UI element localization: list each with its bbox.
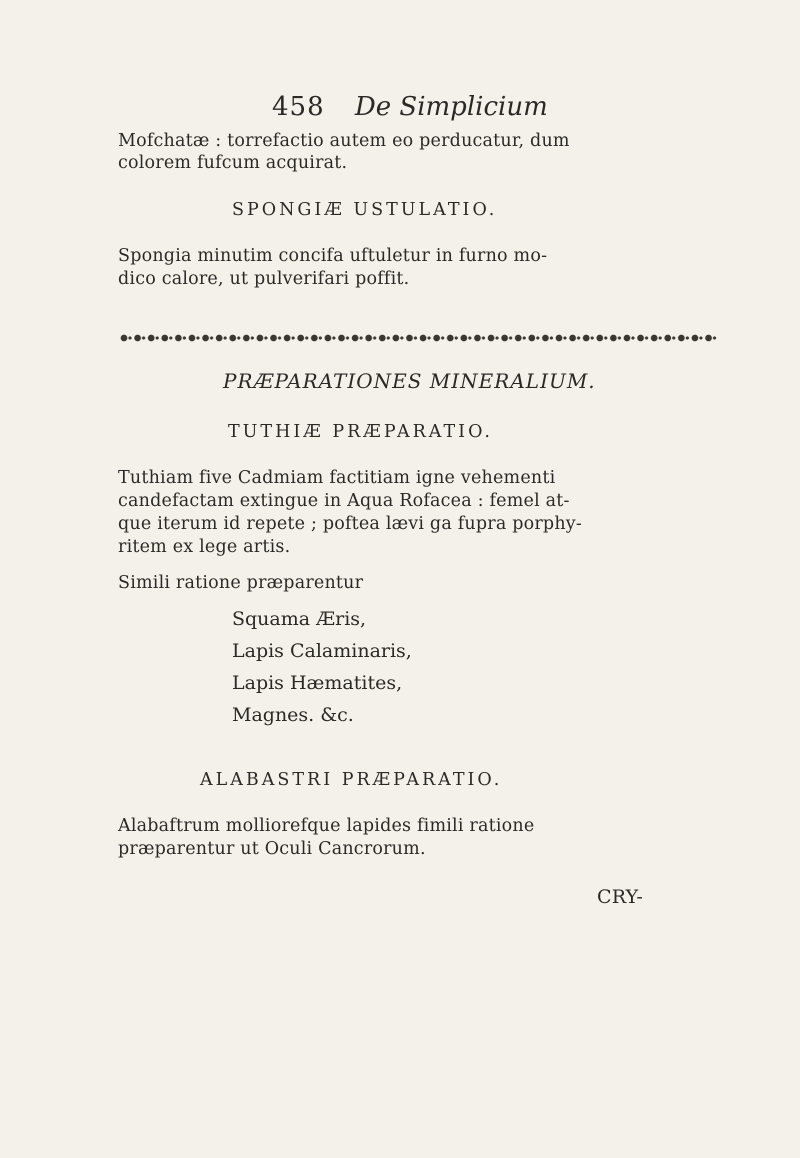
tuthia-line-2: candefactam extingue in Aqua Rofacea : femel at- bbox=[118, 491, 570, 511]
list-item: Lapis Calaminaris, bbox=[232, 640, 412, 662]
intro-line-2: colorem fufcum acquirat. bbox=[118, 153, 348, 173]
intro-line-1: Mofchatæ : torrefactio autem eo perducatur, dum bbox=[118, 131, 570, 151]
running-header bbox=[272, 92, 548, 122]
alabastri-heading: ALABASTRI PRÆPARATIO. bbox=[200, 770, 503, 790]
tuthia-line-1: Tuthiam five Cadmiam factitiam igne vehementi bbox=[118, 468, 556, 488]
simili-line: Simili ratione præparentur bbox=[118, 573, 364, 593]
list-item: Lapis Hæmatites, bbox=[232, 672, 403, 694]
spongia-line-1: Spongia minutim concifa uftuletur in furno mo- bbox=[118, 246, 548, 266]
alabastri-line-2: præparentur ut Oculi Cancrorum. bbox=[118, 839, 426, 859]
tuthia-heading: TUTHIÆ PRÆPARATIO. bbox=[228, 422, 493, 442]
tuthia-line-3: que iterum id repete ; poftea lævi ga fupra porphy- bbox=[118, 514, 583, 534]
fleuron-ornament bbox=[118, 330, 718, 346]
praeparationes-heading: PRÆPARATIONES MINERALIUM. bbox=[223, 369, 596, 393]
list-item: Magnes. &c. bbox=[232, 704, 354, 726]
alabastri-line-1: Alabaftrum molliorefque lapides fimili ratione bbox=[118, 816, 535, 836]
list-item: Squama Æris, bbox=[232, 608, 367, 630]
running-title: De Simplicium bbox=[354, 92, 548, 122]
page-number: 458 bbox=[272, 92, 325, 122]
catchword: CRY- bbox=[597, 886, 643, 908]
tuthia-line-4: ritem ex lege artis. bbox=[118, 537, 291, 557]
spongia-line-2: dico calore, ut pulverifari poffit. bbox=[118, 269, 410, 289]
spongia-heading: SPONGIÆ USTULATIO. bbox=[232, 200, 498, 220]
